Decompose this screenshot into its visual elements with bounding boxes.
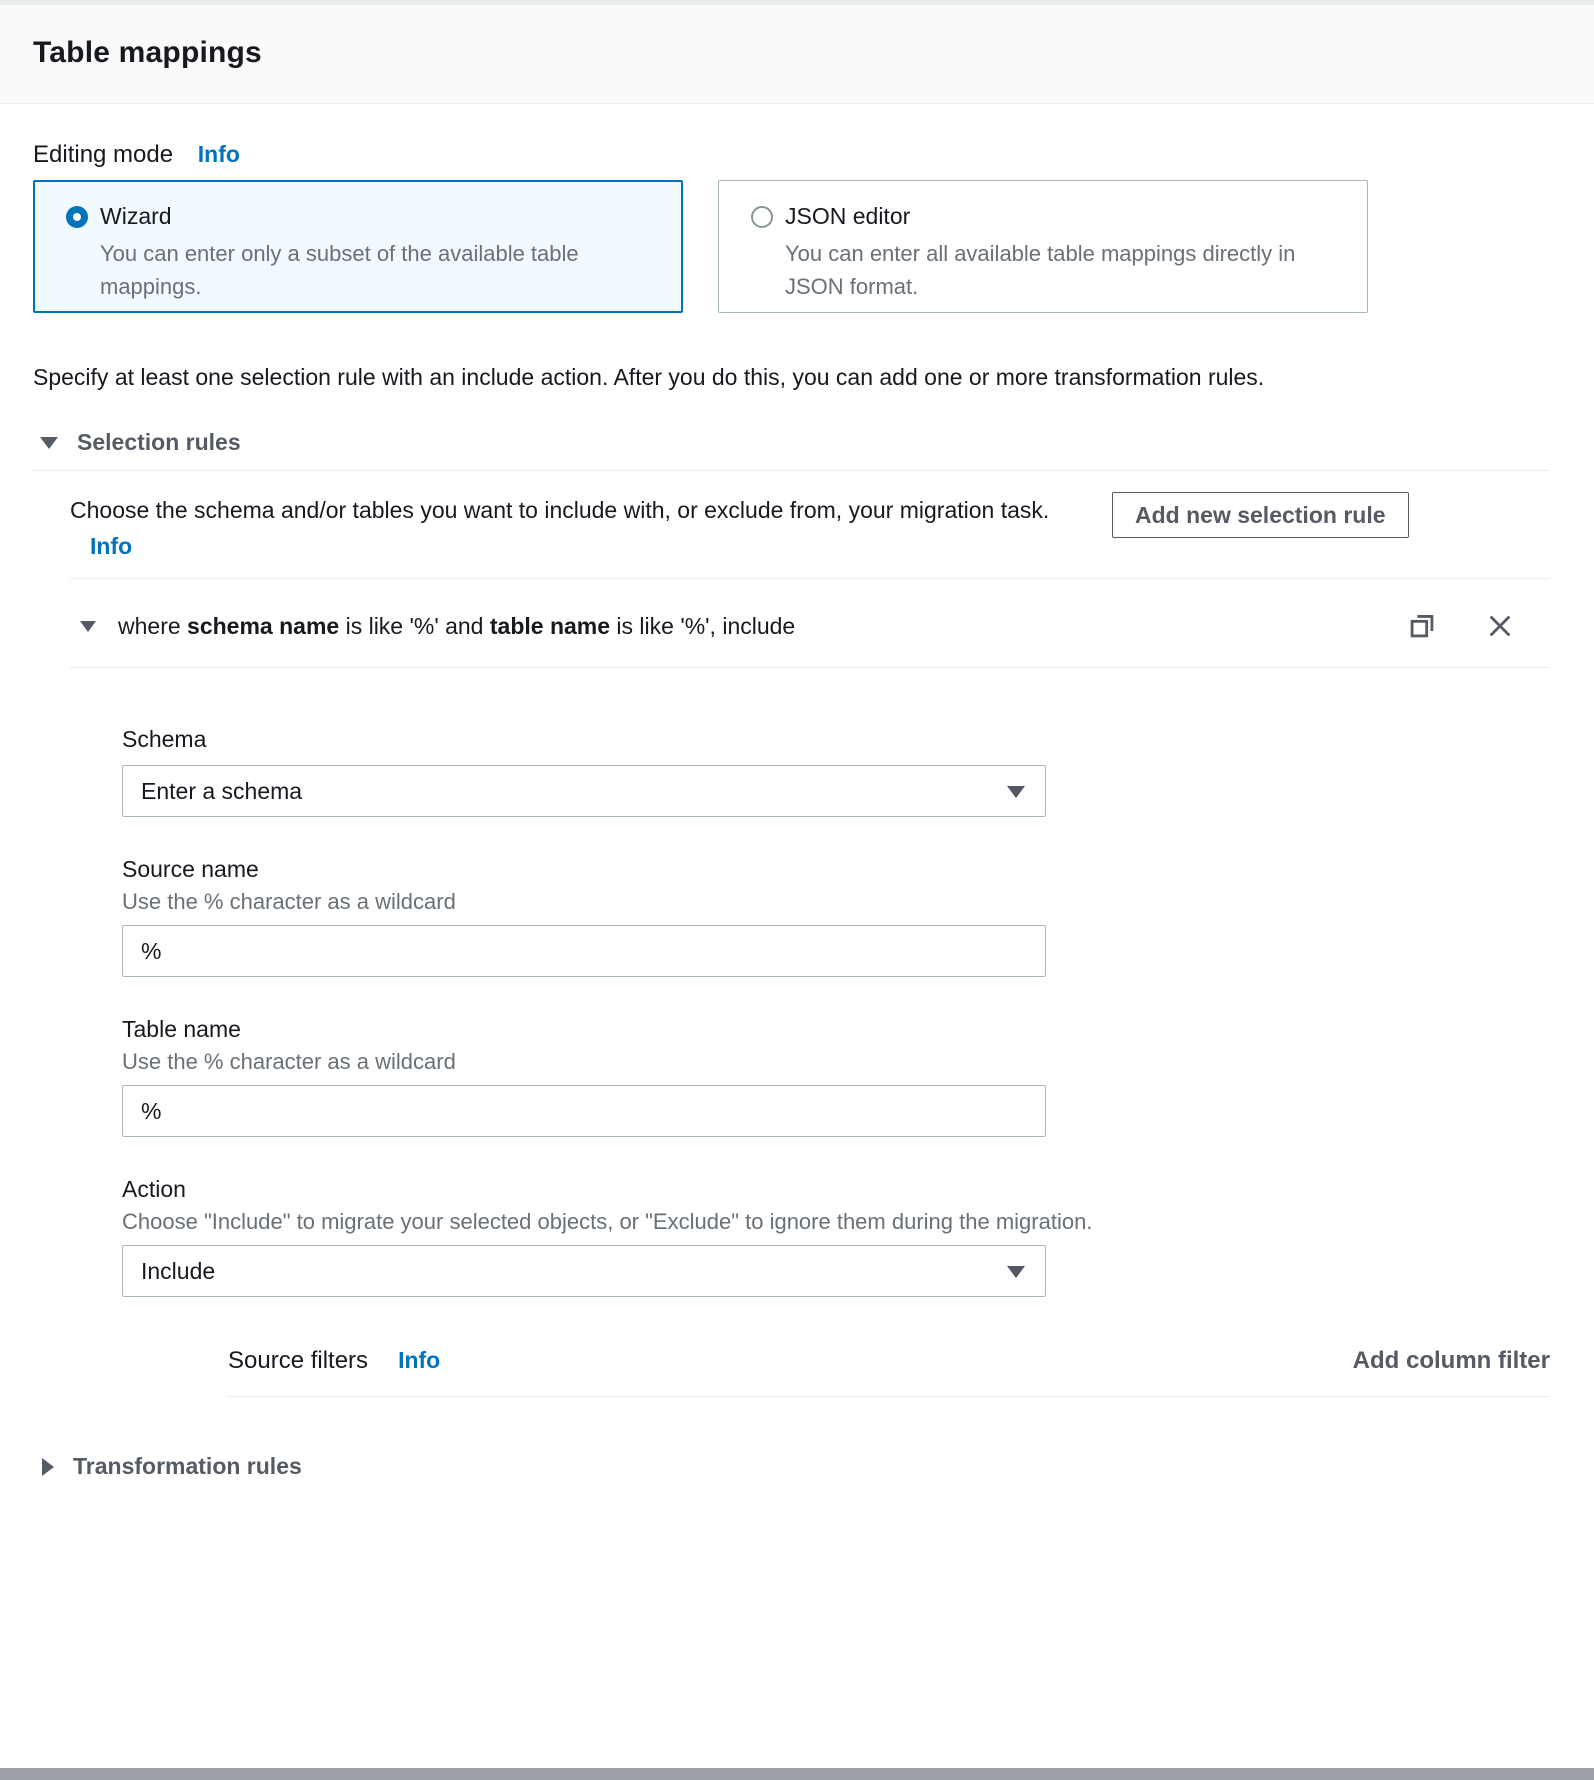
editing-mode-option-wizard[interactable]	[33, 180, 683, 313]
source-filters-row	[228, 1347, 1550, 1375]
schema-field-group	[122, 725, 1550, 817]
intro-text: Specify at least one selection rule with an include action. After you do this, you can add one or more transformation rules.	[33, 364, 1265, 390]
caret-right-icon	[42, 1458, 54, 1476]
editing-mode-options	[33, 180, 1550, 313]
copy-icon	[1408, 612, 1436, 640]
transformation-rules-title: Transformation rules	[73, 1453, 302, 1479]
rule-actions	[1408, 612, 1550, 640]
editing-mode-row	[33, 141, 1550, 169]
wizard-option-description: You can enter only a subset of the available table mappings.	[100, 241, 579, 299]
rule-summary-prefix: where	[118, 612, 181, 639]
rule-summary-divider	[70, 667, 1550, 668]
schema-select-value: Enter a schema	[141, 777, 303, 804]
source-name-field-group	[122, 855, 1550, 977]
table-name-input[interactable]	[122, 1085, 1046, 1137]
action-label: Action	[122, 1176, 186, 1202]
caret-down-icon	[1007, 1266, 1025, 1278]
transformation-rules-header[interactable]	[42, 1453, 1550, 1480]
rule-summary-suffix: is like '%', include	[616, 612, 796, 639]
source-filters-info-link[interactable]: Info	[398, 1347, 441, 1373]
section-divider	[33, 470, 1550, 471]
rule-summary-schema-field: schema name	[187, 612, 340, 639]
table-name-field-group	[122, 1015, 1550, 1137]
action-select[interactable]	[122, 1245, 1046, 1297]
source-name-helper: Use the % character as a wildcard	[122, 889, 456, 914]
source-filters-label: Source filters	[228, 1347, 369, 1374]
rule-form	[122, 725, 1550, 1397]
source-filters-divider	[228, 1396, 1550, 1397]
horizontal-scrollbar[interactable]	[0, 1768, 1594, 1780]
caret-down-icon	[40, 437, 58, 449]
table-name-label: Table name	[122, 1016, 241, 1042]
json-editor-option-text	[785, 203, 1343, 303]
copy-rule-button[interactable]	[1408, 612, 1436, 640]
panel-header	[0, 5, 1594, 104]
wizard-option-label: Wizard	[100, 203, 172, 229]
json-editor-option-label: JSON editor	[785, 203, 911, 229]
action-select-value: Include	[141, 1257, 216, 1284]
rule-summary-row	[80, 612, 1550, 640]
wizard-option-text	[100, 203, 658, 303]
radio-checked-icon[interactable]	[66, 206, 88, 228]
selection-rules-description-row	[70, 492, 1550, 564]
source-filters-section	[228, 1347, 1550, 1397]
rule-summary-middle: is like '%' and	[345, 612, 484, 639]
schema-label: Schema	[122, 726, 207, 752]
schema-select[interactable]	[122, 765, 1046, 817]
selection-rules-description-text: Choose the schema and/or tables you want to include with, or exclude from, your migration task.	[70, 497, 1050, 523]
caret-down-icon[interactable]	[80, 621, 96, 632]
source-name-input[interactable]	[122, 925, 1046, 977]
add-column-filter-button[interactable]: Add column filter	[1352, 1347, 1550, 1374]
editing-mode-info-link[interactable]: Info	[197, 141, 240, 167]
action-field-group	[122, 1175, 1550, 1297]
rule-list-divider	[70, 578, 1550, 579]
editing-mode-label: Editing mode	[33, 141, 174, 168]
rule-summary	[118, 613, 795, 640]
panel-content	[0, 141, 1594, 1480]
source-name-label: Source name	[122, 856, 259, 882]
add-selection-rule-button[interactable]: Add new selection rule	[1112, 492, 1409, 538]
action-helper: Choose "Include" to migrate your selected objects, or "Exclude" to ignore them during the migration.	[122, 1209, 1093, 1234]
table-name-helper: Use the % character as a wildcard	[122, 1049, 456, 1074]
rule-summary-table-field: table name	[489, 612, 611, 639]
selection-rules-info-link[interactable]: Info	[90, 533, 133, 559]
caret-down-icon	[1007, 786, 1025, 798]
editing-mode-option-json-editor[interactable]	[718, 180, 1368, 313]
delete-rule-button[interactable]	[1486, 612, 1514, 640]
close-icon	[1486, 612, 1514, 640]
json-editor-option-description: You can enter all available table mappings directly in JSON format.	[785, 241, 1296, 299]
page-title: Table mappings	[33, 36, 262, 69]
selection-rules-title: Selection rules	[77, 429, 241, 455]
selection-rules-body	[70, 492, 1550, 1397]
selection-rules-description	[70, 492, 1070, 564]
radio-unchecked-icon[interactable]	[751, 206, 773, 228]
selection-rules-header[interactable]	[40, 429, 1550, 456]
